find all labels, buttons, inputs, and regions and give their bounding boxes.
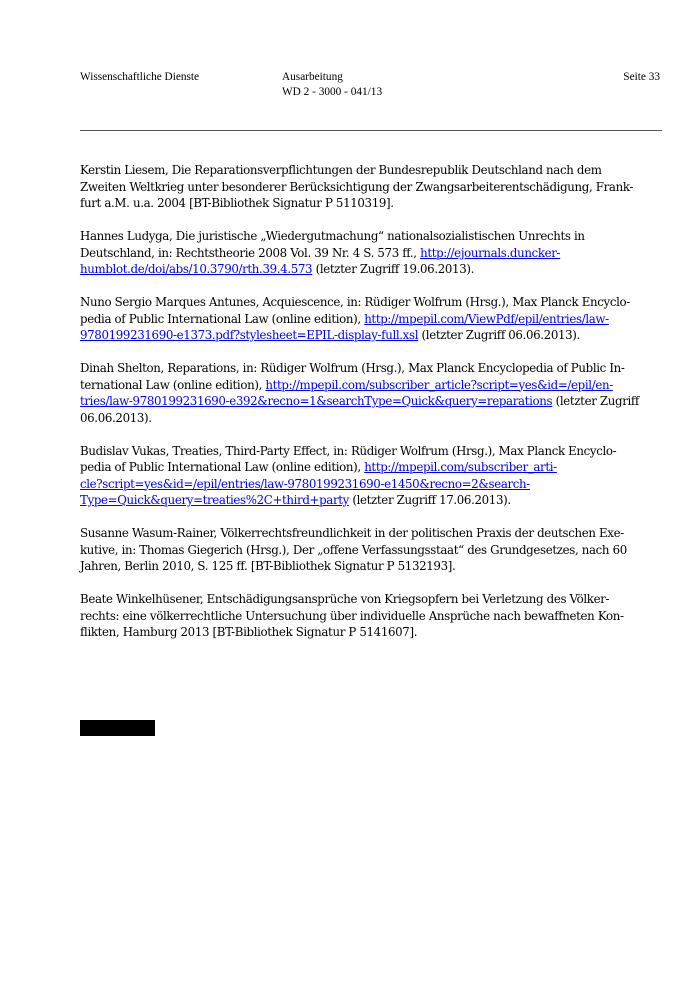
reference-line (80, 410, 660, 427)
redaction-block (80, 720, 155, 736)
reference-line (80, 542, 660, 559)
reference-line (80, 558, 660, 575)
reference-line (80, 228, 660, 245)
reference-entry (80, 294, 660, 344)
reference-url-link[interactable]: http://mpepil.com/ViewPdf/epil/entries/law- (364, 311, 609, 326)
reference-text: Beate Winkelhüsener, Entschädigungsansprüche von Kriegsopfern bei Verletzung des Völker- (80, 592, 610, 606)
reference-entry (80, 443, 660, 509)
reference-entry (80, 228, 660, 278)
reference-text: (letzter Zugriff 17.06.2013). (348, 493, 511, 507)
reference-line (80, 443, 660, 460)
reference-text: pedia of Public International Law (online edition), (80, 311, 365, 326)
reference-text: (letzter Zugriff 19.06.2013). (312, 262, 475, 276)
reference-line (80, 476, 660, 493)
reference-text: ternational Law (online edition), (80, 377, 266, 392)
reference-text: pedia of Public International Law (online edition), (80, 460, 365, 474)
reference-line (80, 327, 660, 344)
reference-line (80, 311, 660, 328)
reference-text: flikten, Hamburg 2013 [BT-Bibliothek Signatur P 5141607]. (80, 625, 418, 639)
document-info (282, 70, 382, 100)
reference-url-link[interactable]: Type=Quick&query=treaties%2C+third+party (80, 493, 349, 507)
reference-url-link[interactable]: tries/law-9780199231690-e392&recno=1&searchType=Quick&query=reparations (80, 394, 553, 408)
reference-line (80, 162, 660, 179)
reference-line (80, 624, 660, 641)
reference-url-link[interactable]: 9780199231690-e1373.pdf?stylesheet=EPIL-display-full.xsl (80, 328, 419, 342)
reference-line (80, 377, 660, 394)
reference-text: rechts: eine völkerrechtliche Untersuchung über individuelle Ansprüche nach bewaffneten Kon- (80, 608, 624, 623)
page-header (80, 70, 662, 110)
reference-text: furt a.M. u.a. 2004 [BT-Bibliothek Signatur P 5110319]. (80, 196, 394, 210)
page-number: Seite 33 (623, 71, 660, 83)
reference-entry (80, 591, 660, 641)
reference-text: (letzter Zugriff (552, 394, 639, 408)
header-divider (80, 130, 662, 131)
reference-text: Hannes Ludyga, Die juristische „Wiedergutmachung“ nationalsozialistischen Unrechts in (80, 229, 585, 243)
reference-line (80, 492, 660, 509)
reference-text: (letzter Zugriff 06.06.2013). (418, 328, 580, 342)
reference-entry (80, 525, 660, 575)
reference-text: Nuno Sergio Marques Antunes, Acquiescence, in: Rüdiger Wolfrum (Hrsg.), Max Planck Encyclo- (80, 295, 630, 309)
reference-line (80, 459, 660, 476)
institution-name: Wissenschaftliche Dienste (80, 71, 200, 83)
reference-line (80, 261, 660, 278)
reference-text: 06.06.2013). (80, 410, 152, 425)
reference-url-link[interactable]: humblot.de/doi/abs/10.3790/rth.39.4.573 (80, 262, 313, 276)
reference-url-link[interactable]: http://mpepil.com/subscriber_arti- (364, 460, 557, 474)
reference-text: Susanne Wasum-Rainer, Völkerrechtsfreundlichkeit in der politischen Praxis der deutschen Exe- (80, 526, 624, 540)
reference-text: Kerstin Liesem, Die Reparationsverpflichtungen der Bundesrepublik Deutschland nach dem (80, 163, 602, 177)
reference-url-link[interactable]: cle?script=yes&id=/epil/entries/law-9780199231690-e1450&recno=2&search- (80, 476, 530, 491)
reference-text: kutive, in: Thomas Giegerich (Hrsg.), Der „offene Verfassungsstaat“ des Grundgesetzes, nach 60 (80, 542, 627, 557)
reference-url-link[interactable]: http://ejournals.duncker- (420, 245, 561, 260)
reference-text: Jahren, Berlin 2010, S. 125 ff. [BT-Bibliothek Signatur P 5132193]. (80, 559, 456, 573)
reference-text: Zweiten Weltkrieg unter besonderer Berücksichtigung der Zwangsarbeiterentschädigung, Frank- (80, 179, 634, 194)
reference-line (80, 360, 660, 377)
reference-line (80, 245, 660, 262)
document-number: WD 2 - 3000 - 041/13 (282, 86, 383, 98)
reference-line (80, 179, 660, 196)
reference-url-link[interactable]: http://mpepil.com/subscriber_article?script=yes&id=/epil/en- (265, 377, 613, 392)
reference-list (80, 162, 660, 657)
reference-text: Deutschland, in: Rechtstheorie 2008 Vol. 39 Nr. 4 S. 573 ff., (80, 245, 421, 260)
reference-line (80, 608, 660, 625)
reference-text: Dinah Shelton, Reparations, in: Rüdiger Wolfrum (Hrsg.), Max Planck Encyclopedia of Public In- (80, 361, 625, 375)
reference-line (80, 294, 660, 311)
reference-line (80, 393, 660, 410)
reference-entry (80, 360, 660, 426)
reference-entry (80, 162, 660, 212)
document-type: Ausarbeitung (282, 71, 343, 83)
reference-line (80, 195, 660, 212)
reference-text: Budislav Vukas, Treaties, Third-Party Effect, in: Rüdiger Wolfrum (Hrsg.), Max Planck Encyclo- (80, 443, 617, 458)
reference-line (80, 591, 660, 608)
reference-line (80, 525, 660, 542)
